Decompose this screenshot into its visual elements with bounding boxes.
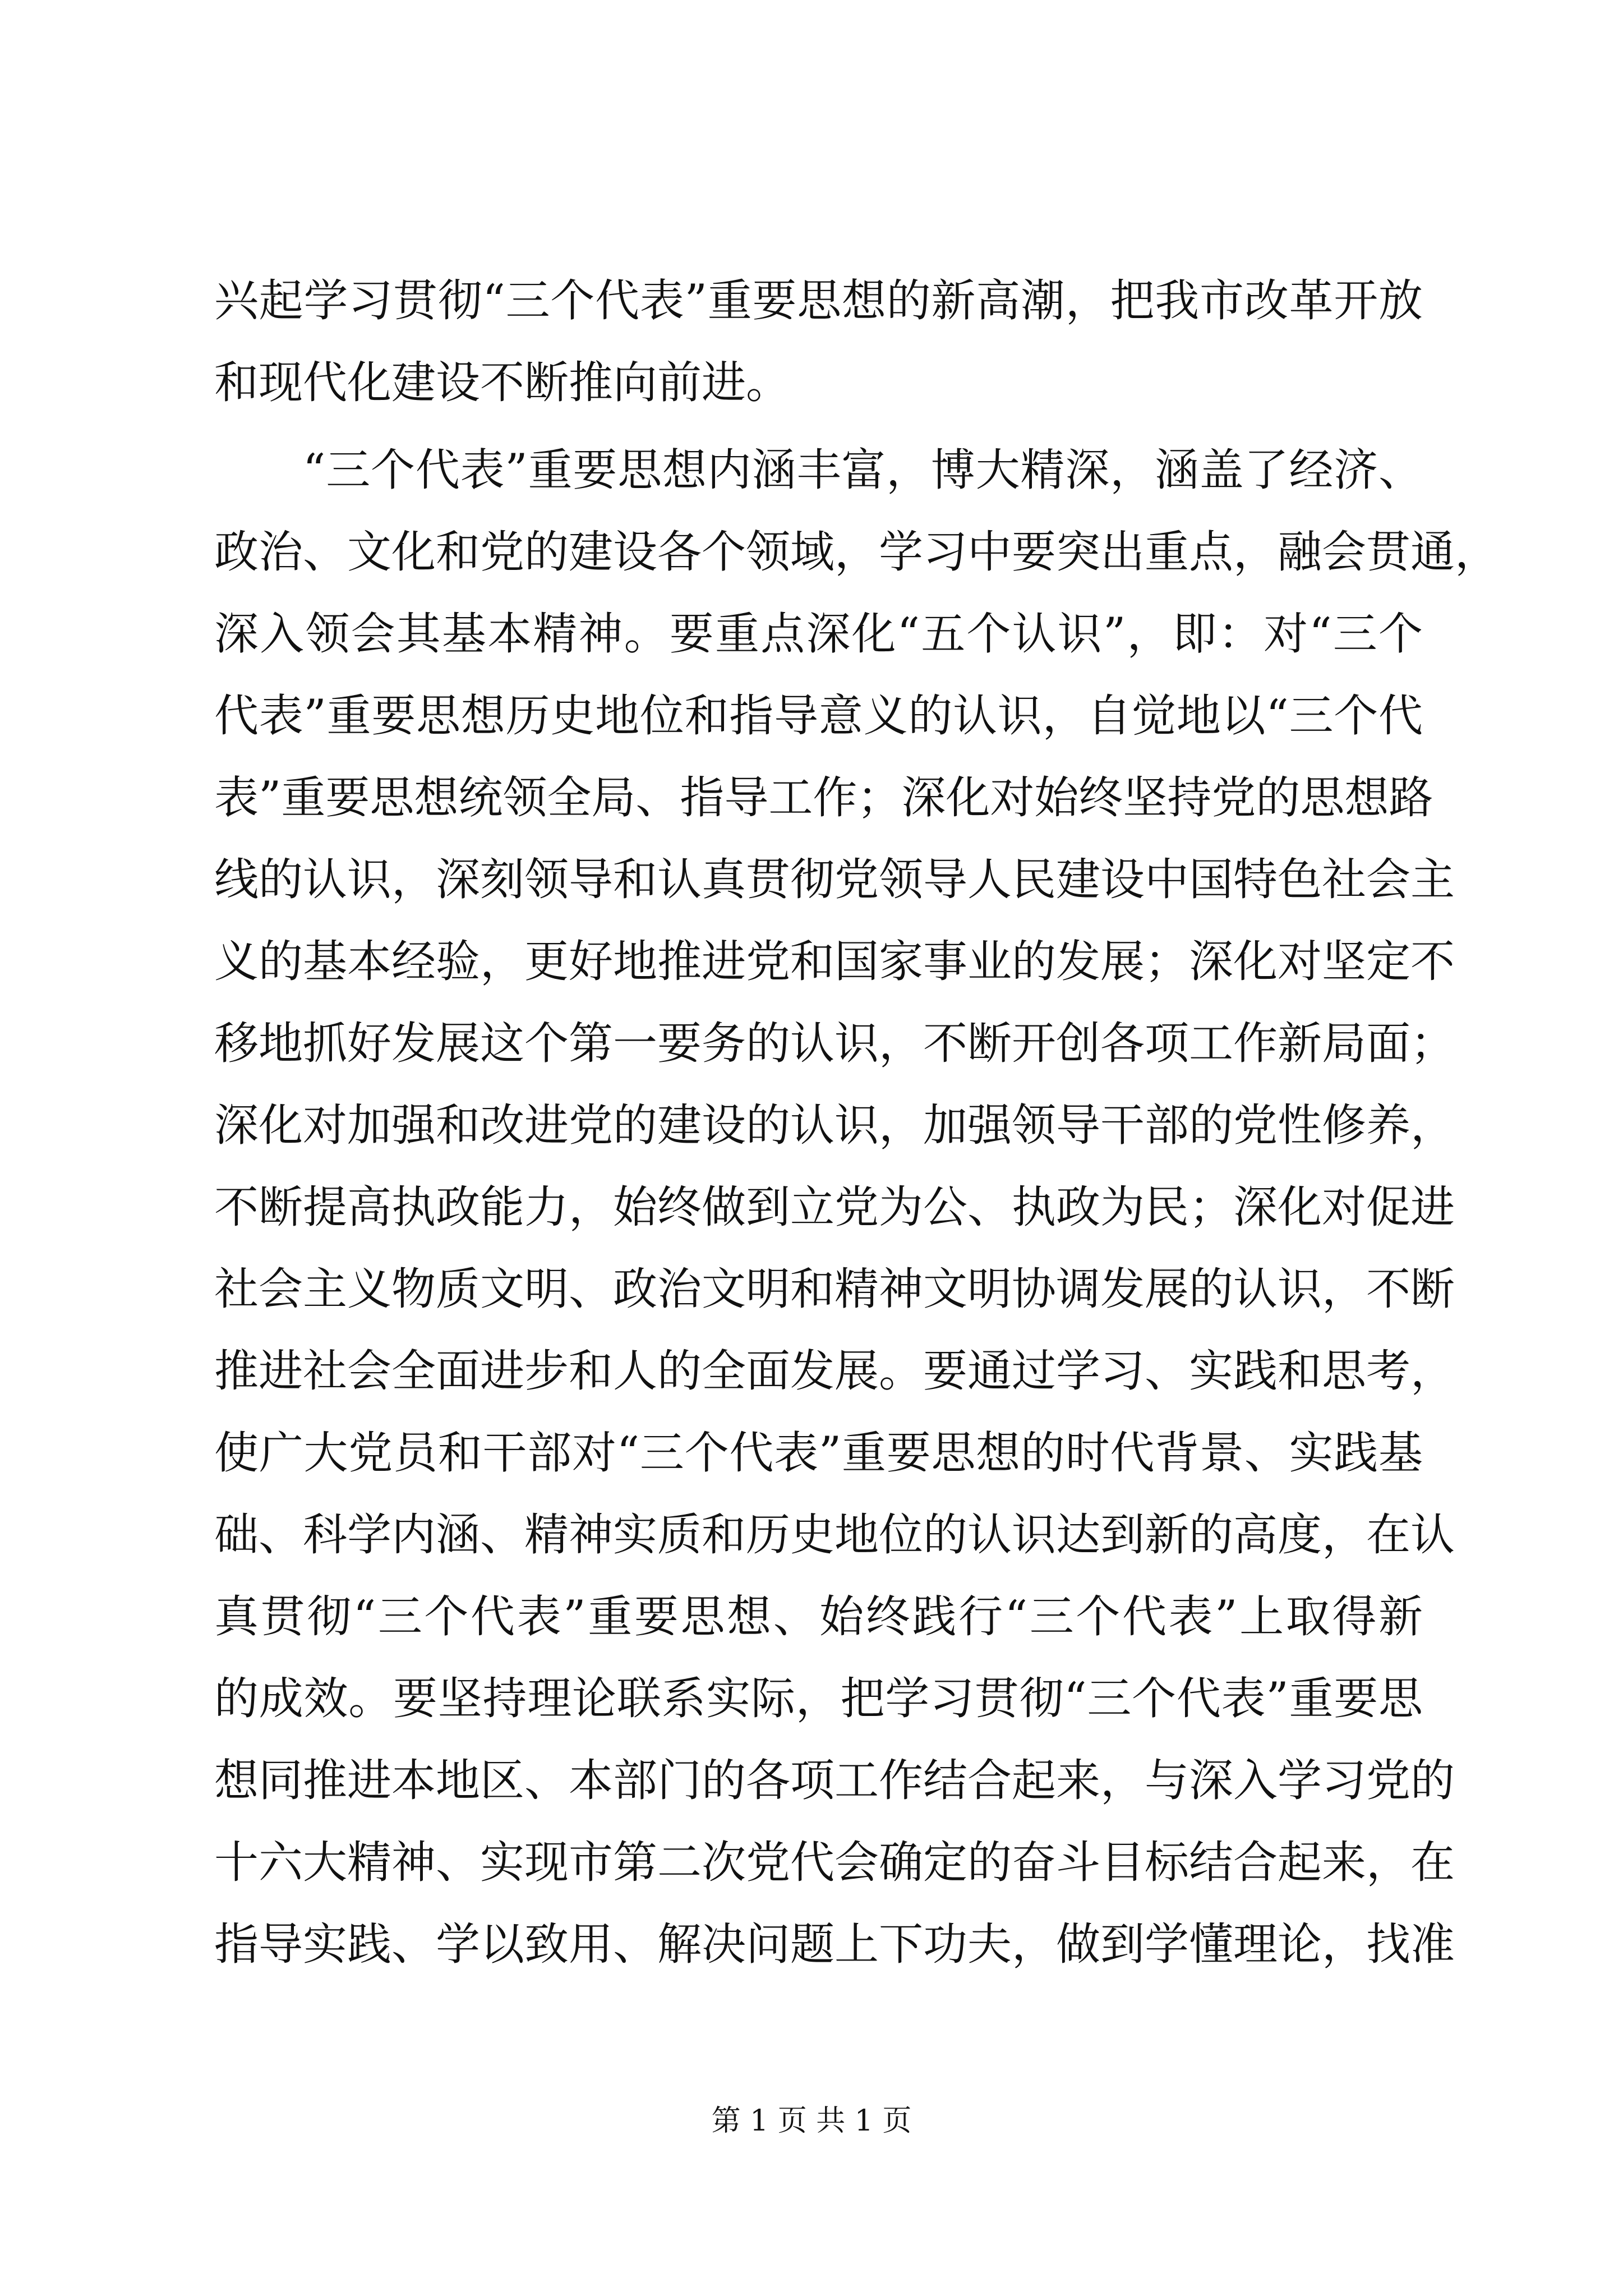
text-line: 真贯彻“三个代表”重要思想、始终践行“三个代表”上取得新 bbox=[214, 1591, 1423, 1642]
text-line: 义的基本经验，更好地推进党和国家事业的发展；深化对坚定不 bbox=[214, 936, 1455, 987]
text-line: 不断提高执政能力，始终做到立党为公、执政为民；深化对促进 bbox=[214, 1181, 1455, 1233]
text-line: 线的认识，深刻领导和认真贯彻党领导人民建设中国特色社会主 bbox=[214, 854, 1455, 905]
text-line: 代表”重要思想历史地位和指导意义的认识，自觉地以“三个代 bbox=[214, 690, 1423, 742]
text-line: “三个代表”重要思想内涵丰富，博大精深，涵盖了经济、 bbox=[303, 444, 1423, 496]
text-line: 移地抓好发展这个第一要务的认识，不断开创各项工作新局面； bbox=[214, 1018, 1455, 1069]
paragraph-2 bbox=[214, 429, 1499, 1985]
text-line: 和现代化建设不断推向前进。 bbox=[214, 357, 790, 408]
text-line: 推进社会全面进步和人的全面发展。要通过学习、实践和思考， bbox=[214, 1345, 1455, 1397]
text-line: 础、科学内涵、精神实质和历史地位的认识达到新的高度，在认 bbox=[214, 1509, 1455, 1561]
text-line: 的成效。要坚持理论联系实际，把学习贯彻“三个代表”重要思 bbox=[214, 1673, 1423, 1724]
text-line: 想同推进本地区、本部门的各项工作结合起来，与深入学习党的 bbox=[214, 1755, 1455, 1806]
text-line: 政治、文化和党的建设各个领域，学习中要突出重点，融会贯通， bbox=[214, 526, 1499, 578]
text-line: 使广大党员和干部对“三个代表”重要思想的时代背景、实践基 bbox=[214, 1427, 1423, 1479]
text-line: 表”重要思想统领全局、指导工作；深化对始终坚持党的思想路 bbox=[214, 772, 1433, 823]
text-line: 指导实践、学以致用、解决问题上下功夫，做到学懂理论，找准 bbox=[214, 1918, 1455, 1970]
text-line: 深化对加强和改进党的建设的认识，加强领导干部的党性修养， bbox=[214, 1099, 1455, 1151]
page-footer bbox=[0, 2097, 1623, 2139]
text-line: 深入领会其基本精神。要重点深化“五个认识”，即：对“三个 bbox=[214, 608, 1423, 660]
document-body bbox=[214, 260, 1499, 1985]
text-line: 兴起学习贯彻“三个代表”重要思想的新高潮，把我市改革开放 bbox=[214, 275, 1423, 326]
page-number-label: 第 1 页 共 1 页 bbox=[711, 2104, 912, 2138]
text-line: 社会主义物质文明、政治文明和精神文明协调发展的认识，不断 bbox=[214, 1263, 1455, 1315]
paragraph-1 bbox=[214, 260, 1423, 424]
text-line: 十六大精神、实现市第二次党代会确定的奋斗目标结合起来，在 bbox=[214, 1837, 1455, 1888]
